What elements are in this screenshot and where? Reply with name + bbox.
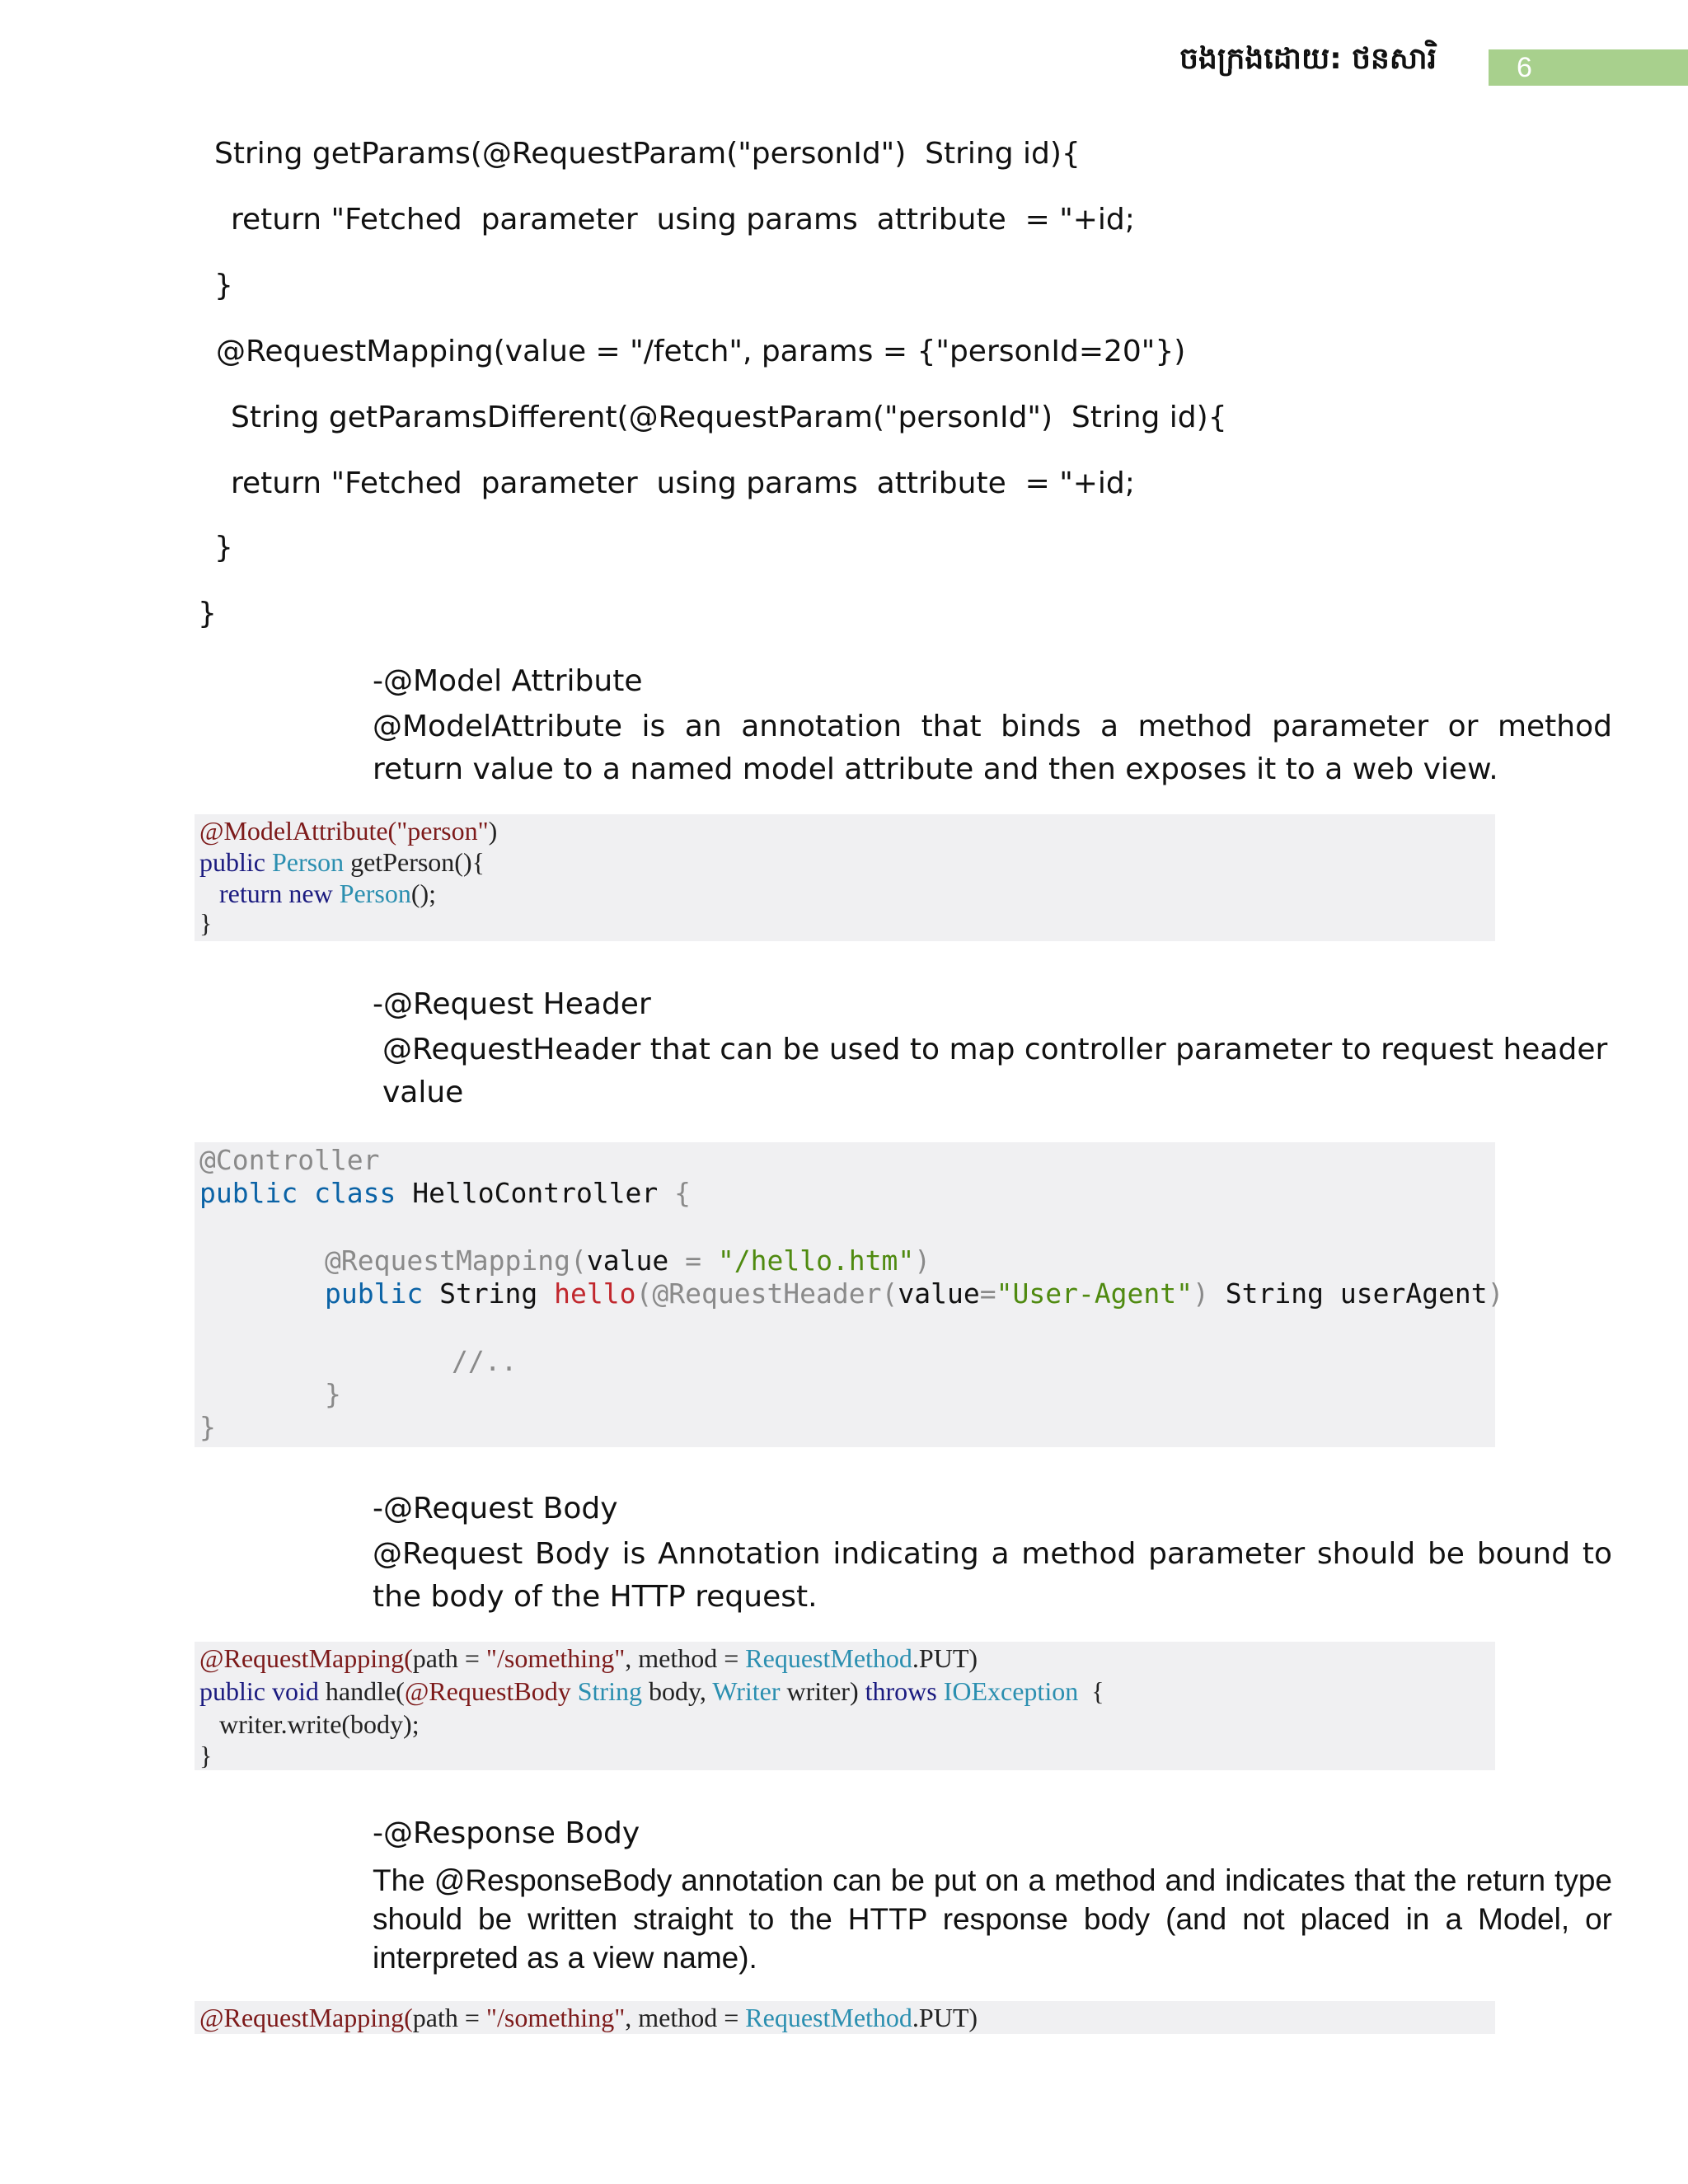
code-line: writer.write(body);	[199, 1709, 420, 1739]
code-line: @RequestMapping(value = "/hello.htm")	[325, 1244, 931, 1277]
response-body-paragraph: The @ResponseBody annotation can be put on a method and indicates that the return type should be written straight to the HTTP response body (and not placed in a Model, or interpreted as a view name).	[373, 1863, 1612, 1975]
code-line: }	[199, 908, 213, 938]
code-line: return "Fetched parameter using params attribute = "+id;	[231, 203, 1135, 237]
section-heading-request-header: -@Request Header	[373, 987, 651, 1021]
code-line: public class HelloController {	[199, 1177, 692, 1209]
code-line: }	[198, 597, 217, 630]
request-body-paragraph: @Request Body is Annotation indicating a method parameter should be bound to the body of the HTTP request.	[373, 1537, 1612, 1614]
code-line: @RequestMapping(path = "/something", method = RequestMethod.PUT)	[199, 1643, 978, 1673]
code-line: String getParams(@RequestParam("personId") String id){	[214, 137, 1081, 171]
code-line: }	[325, 1378, 341, 1410]
code-line: return new Person();	[199, 879, 437, 908]
header-author: ចងក្រងដោយ: ថនសារិ	[1179, 42, 1437, 76]
section-heading-response-body: -@Response Body	[373, 1816, 640, 1850]
code-line: @RequestMapping(path = "/something", method = RequestMethod.PUT)	[199, 2003, 978, 2032]
section-heading-model-attribute: -@Model Attribute	[373, 664, 643, 698]
code-line: public Person getPerson(){	[199, 847, 485, 877]
model-attribute-paragraph: @ModelAttribute is an annotation that binds a method parameter or method return value to a named model attribute and then exposes it to a web view.	[373, 710, 1612, 786]
code-line: @RequestMapping(value = "/fetch", params = {"personId=20"})	[216, 335, 1186, 368]
code-line: String getParamsDifferent(@RequestParam("personId") String id){	[231, 401, 1227, 434]
code-line: @ModelAttribute("person")	[199, 816, 498, 846]
code-line: }	[199, 1741, 213, 1770]
code-line: public String hello(@RequestHeader(value="User-Agent") String userAgent)	[325, 1277, 1504, 1310]
code-block-request-header	[195, 1142, 1504, 1447]
request-header-paragraph: @RequestHeader that can be used to map controller parameter to request header value	[382, 1033, 1608, 1109]
code-line: }	[214, 269, 233, 302]
code-line: return "Fetched parameter using params attribute = "+id;	[231, 466, 1135, 500]
page-number-badge: 6	[1489, 49, 1688, 86]
code-block-response-body	[195, 2001, 1495, 2034]
code-line: @Controller	[199, 1144, 380, 1176]
section-heading-request-body: -@Request Body	[373, 1492, 618, 1526]
code-block-request-body	[195, 1642, 1495, 1770]
code-line: }	[214, 531, 233, 565]
code-line: }	[199, 1411, 216, 1443]
code-comment: //..	[452, 1345, 518, 1377]
code-line: public void handle(@RequestBody String body, Writer writer) throws IOException {	[199, 1676, 1104, 1706]
code-block-model-attribute	[195, 814, 1495, 941]
